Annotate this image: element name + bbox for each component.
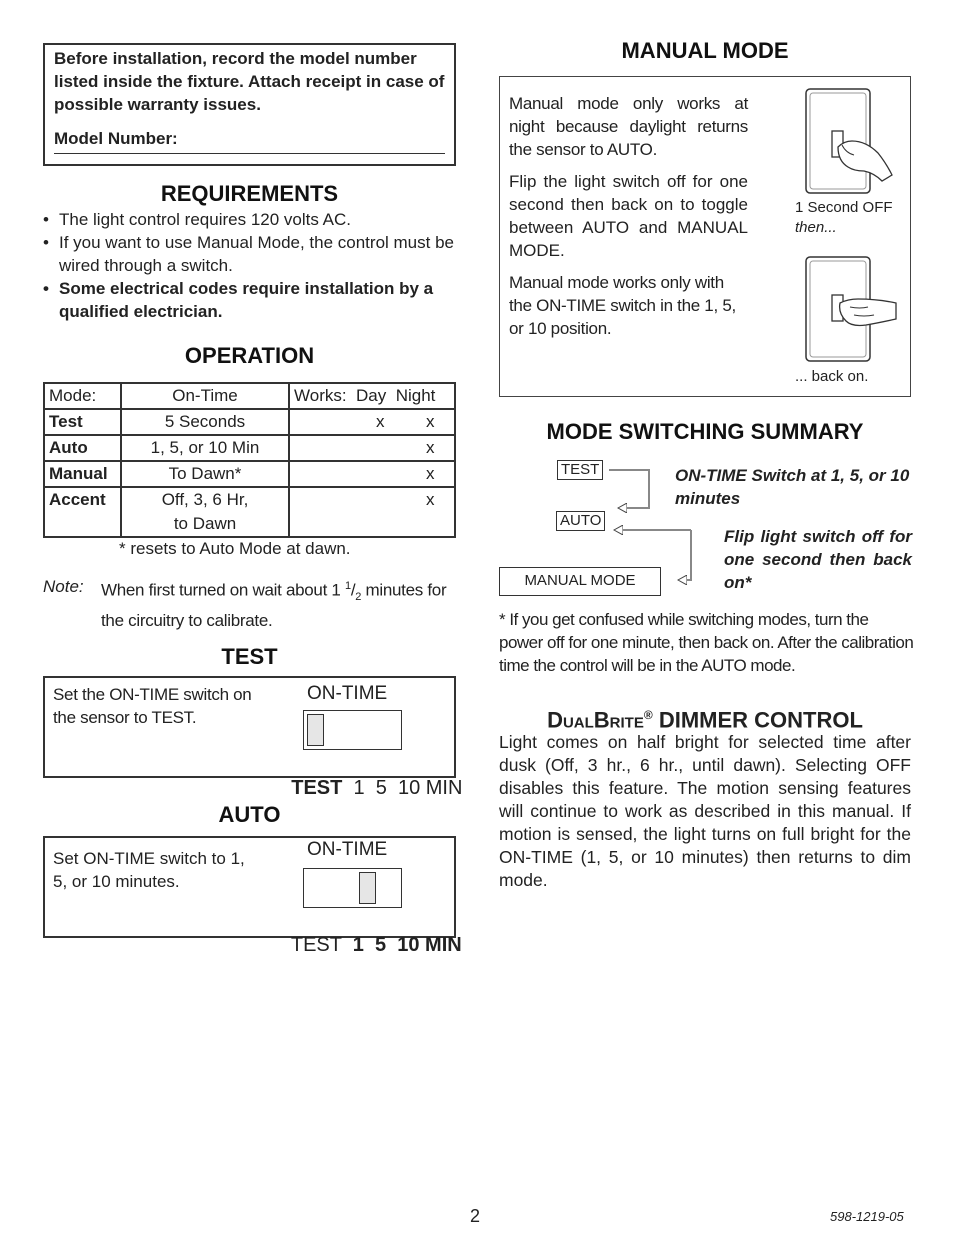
table-row <box>44 487 455 537</box>
note-label: Note: <box>43 577 84 596</box>
caption-back-on: ... back on. <box>795 368 869 385</box>
summary-note-flip: Flip light switch off for one second then back on* <box>724 527 912 592</box>
operation-heading: OPERATION <box>184 343 315 368</box>
document-number: 598-1219-05 <box>830 1209 904 1224</box>
note-post: minutes for the circuitry to calibrate. <box>101 580 447 631</box>
ontime-cell: To Dawn* <box>121 461 289 487</box>
ontime-cell: 1, 5, or 10 Min <box>121 435 289 461</box>
night-mark: x <box>426 490 435 509</box>
caption-then: then... <box>795 219 837 236</box>
works-cell <box>289 487 455 537</box>
switch-knob[interactable] <box>307 714 324 746</box>
night-mark: x <box>426 464 435 483</box>
model-number-label: Model Number: <box>54 129 178 148</box>
ontime-title: ON-TIME <box>307 839 388 860</box>
auto-mode-label: AUTO <box>556 511 605 531</box>
operation-footnote: * resets to Auto Mode at dawn. <box>119 539 351 558</box>
night-mark: x <box>426 412 435 431</box>
ontime-line: to Dawn <box>173 514 237 533</box>
header-mode: Mode: <box>44 383 121 409</box>
night-mark: x <box>426 438 435 457</box>
dimmer-heading-text: DIMMER CONTROL <box>652 707 863 733</box>
list-item: • Some electrical codes require installation by a qualified electrician. <box>43 277 457 323</box>
header-works: Works: Day Night <box>289 383 455 409</box>
note-pre: When first turned on wait about 1 <box>101 580 345 600</box>
record-instruction: Before installation, record the model number listed inside the fixture. Attach receipt in case of possible warranty issues. <box>54 49 445 114</box>
note-fraction-den: 2 <box>355 591 362 604</box>
works-cell <box>289 435 455 461</box>
summary-footnote: * If you get confused while switching modes, turn the power off for one minute, then back on. After the calibration time the control will be in the AUTO mode. <box>499 610 914 675</box>
light-switch-off-icon <box>798 87 908 199</box>
table-row <box>44 409 455 435</box>
scale-test: TEST <box>291 777 343 799</box>
registered-mark: ® <box>643 708 653 722</box>
manual-paragraph: Manual mode works only with the ON-TIME switch in the 1, 5, or 10 position. <box>509 273 736 338</box>
mode-cell: Accent <box>44 487 121 537</box>
mode-cell: Test <box>44 409 121 435</box>
table-row <box>44 461 455 487</box>
requirements-heading: REQUIREMENTS <box>160 181 339 206</box>
auto-box <box>43 836 462 956</box>
manual-mode-heading: MANUAL MODE <box>621 38 789 63</box>
model-number-line <box>54 153 445 154</box>
ontime-line: Off, 3, 6 Hr, <box>161 490 249 509</box>
summary-note-ontime: ON-TIME Switch at 1, 5, or 10 minutes <box>675 466 910 508</box>
test-instruction: Set the ON-TIME switch on the sensor to TEST. <box>53 685 252 727</box>
test-heading: TEST <box>221 644 278 669</box>
list-item: • If you want to use Manual Mode, the control must be wired through a switch. <box>43 231 457 277</box>
ontime-title: ON-TIME <box>307 683 388 704</box>
table-header-row <box>44 383 455 409</box>
ontime-switch[interactable] <box>303 710 402 750</box>
summary-heading: MODE SWITCHING SUMMARY <box>546 419 864 444</box>
dualbrite-brand: DualBrite <box>547 707 644 733</box>
scale-minutes: 1 5 10 MIN <box>352 934 462 956</box>
ontime-switch[interactable] <box>303 868 402 908</box>
light-switch-on-icon <box>798 255 908 367</box>
manual-mode-box <box>499 76 911 397</box>
mode-cell: Manual <box>44 461 121 487</box>
switch-knob[interactable] <box>359 872 376 904</box>
dimmer-heading <box>499 702 911 733</box>
day-mark: x <box>376 412 385 431</box>
scale-test: TEST <box>290 934 342 956</box>
manual-mode-label: MANUAL MODE <box>499 567 661 596</box>
ontime-cell <box>121 487 289 537</box>
ontime-cell: 5 Seconds <box>121 409 289 435</box>
works-cell <box>289 461 455 487</box>
header-ontime: On-Time <box>121 383 289 409</box>
table-row <box>44 435 455 461</box>
test-mode-label: TEST <box>557 460 603 480</box>
dimmer-text: Light comes on half bright for selected time after dusk (Off, 3 hr., 6 hr., until dawn). Selecting OFF disables this feature. The motion sensing features will continue to work as described in this manual. If motion is sensed, the light turns on full bright for the ON-TIME (1, 5, or 10 minutes) then returns to dim mode. <box>499 732 911 890</box>
caption-one-second-off: 1 Second OFF <box>795 199 893 216</box>
mode-cell: Auto <box>44 435 121 461</box>
switch-scale <box>269 906 462 984</box>
list-item: • The light control requires 120 volts AC. <box>43 208 457 231</box>
works-cell <box>289 409 455 435</box>
page-number: 2 <box>470 1206 481 1226</box>
auto-instruction: Set ON-TIME switch to 1, 5, or 10 minutes. <box>53 849 245 891</box>
scale-minutes: 1 5 10 MIN <box>353 777 463 799</box>
note-fraction-num: 1 <box>345 580 351 592</box>
operation-table <box>43 382 456 538</box>
manual-paragraph: Flip the light switch off for one second then back on to toggle between AUTO and MANUAL MODE. <box>509 172 748 260</box>
requirements-list <box>43 208 457 323</box>
auto-heading: AUTO <box>218 802 281 827</box>
record-model-box <box>43 43 456 166</box>
note-text: When first turned on wait about 1 $^1/_2$ minutes for the circuitry to calibrate. <box>101 580 447 631</box>
manual-paragraph: Manual mode only works at night because daylight returns the sensor to AUTO. <box>509 94 748 159</box>
test-box <box>43 676 463 799</box>
